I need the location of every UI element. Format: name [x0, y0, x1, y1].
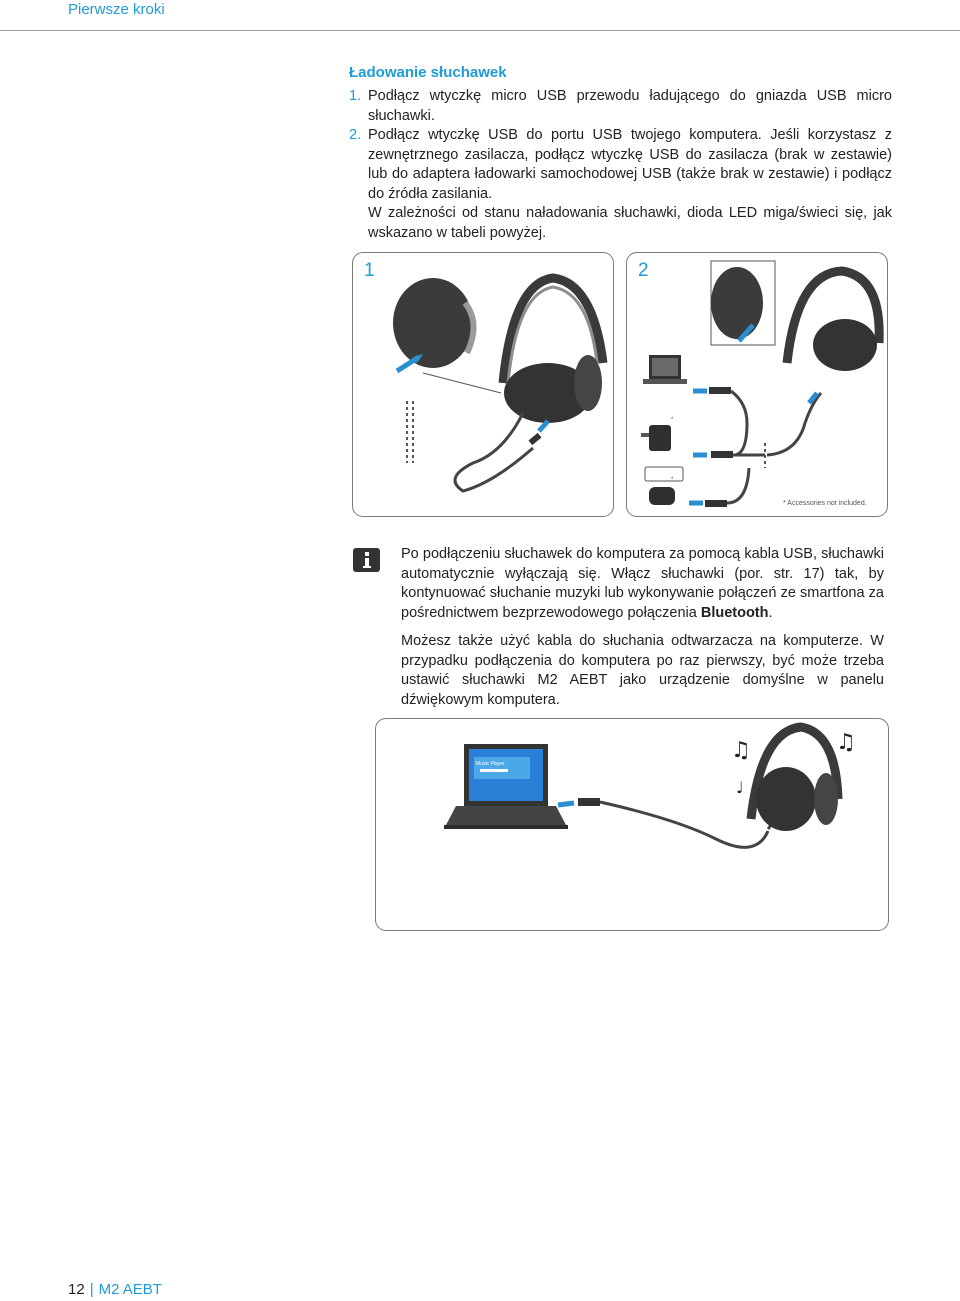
- svg-text:♫: ♫: [731, 738, 751, 763]
- figure-number: 1: [364, 260, 375, 281]
- product-model: M2 AEBT: [98, 1281, 162, 1298]
- step-2: [349, 126, 892, 204]
- accessory-asterisk: *: [671, 417, 674, 423]
- led-note: W zależności od stanu naładowania słuchawki, dioda LED miga/świeci się, jak wskazano w tabeli powyżej.: [368, 205, 892, 241]
- info-paragraph-2: Możesz także użyć kabla do słuchania odtwarzacza na komputerze. W przypadku podłączenia do komputera po raz pierwszy, być może trzeba ustawić słuchawki M2 AEBT jako urządzenie domyślne w panelu dźwiękowym komputera.: [401, 633, 884, 708]
- step-1: [349, 87, 892, 126]
- footer-separator: |: [89, 1281, 94, 1298]
- charging-steps: [349, 87, 892, 243]
- figure-charging-headphone: [352, 252, 614, 517]
- music-player-title: Music Player: [476, 761, 505, 767]
- section-title: Ładowanie słuchawek: [349, 64, 507, 81]
- step-number: 2.: [349, 127, 362, 143]
- info-text-part: Po podłączeniu słuchawek do komputera za pomocą kabla USB, słuchawki automatycznie wyłączają się. Włącz słuchawki (por. str. 17) tak, by kontynuować słuchanie muzyki lub wykonywanie połączeń ze smartfona za pośrednictwem bezprzewodowego połączenia: [401, 546, 884, 621]
- accessories-footnote: * Accessories not included.: [783, 500, 867, 507]
- svg-text:♩: ♩: [736, 778, 744, 797]
- page-number: 12: [68, 1281, 85, 1298]
- header-divider: [0, 30, 960, 31]
- step-number: 1.: [349, 88, 362, 104]
- section-header: Pierwsze kroki: [68, 1, 165, 18]
- accessory-asterisk: *: [671, 477, 674, 483]
- laptop-charger-car-adapter-illustration: [627, 253, 889, 518]
- info-icon: [353, 548, 380, 572]
- figure-computer-audio: [375, 718, 889, 931]
- step-text: Podłącz wtyczkę micro USB przewodu ładującego do gniazda USB micro słuchawki.: [368, 88, 892, 124]
- page-footer: [68, 1281, 162, 1298]
- figure-number: 2: [638, 260, 649, 281]
- step-text: Podłącz wtyczkę USB do portu USB twojego komputera. Jeśli korzystasz z zewnętrznego zasilacza, podłącz wtyczkę USB do zasilacza (brak w zestawie) lub do adaptera ładowarki samochodowej USB (także brak w zestawie) i podłącz do źródła zasilania.: [368, 127, 892, 202]
- bluetooth-term: Bluetooth: [700, 604, 769, 621]
- svg-text:♫: ♫: [836, 730, 856, 755]
- figure-charging-sources: [626, 252, 888, 517]
- info-paragraph-1: [401, 545, 884, 623]
- laptop-headphones-music-illustration: [376, 719, 890, 932]
- headphones-micro-usb-illustration: [353, 253, 615, 518]
- info-text-part: .: [768, 604, 773, 621]
